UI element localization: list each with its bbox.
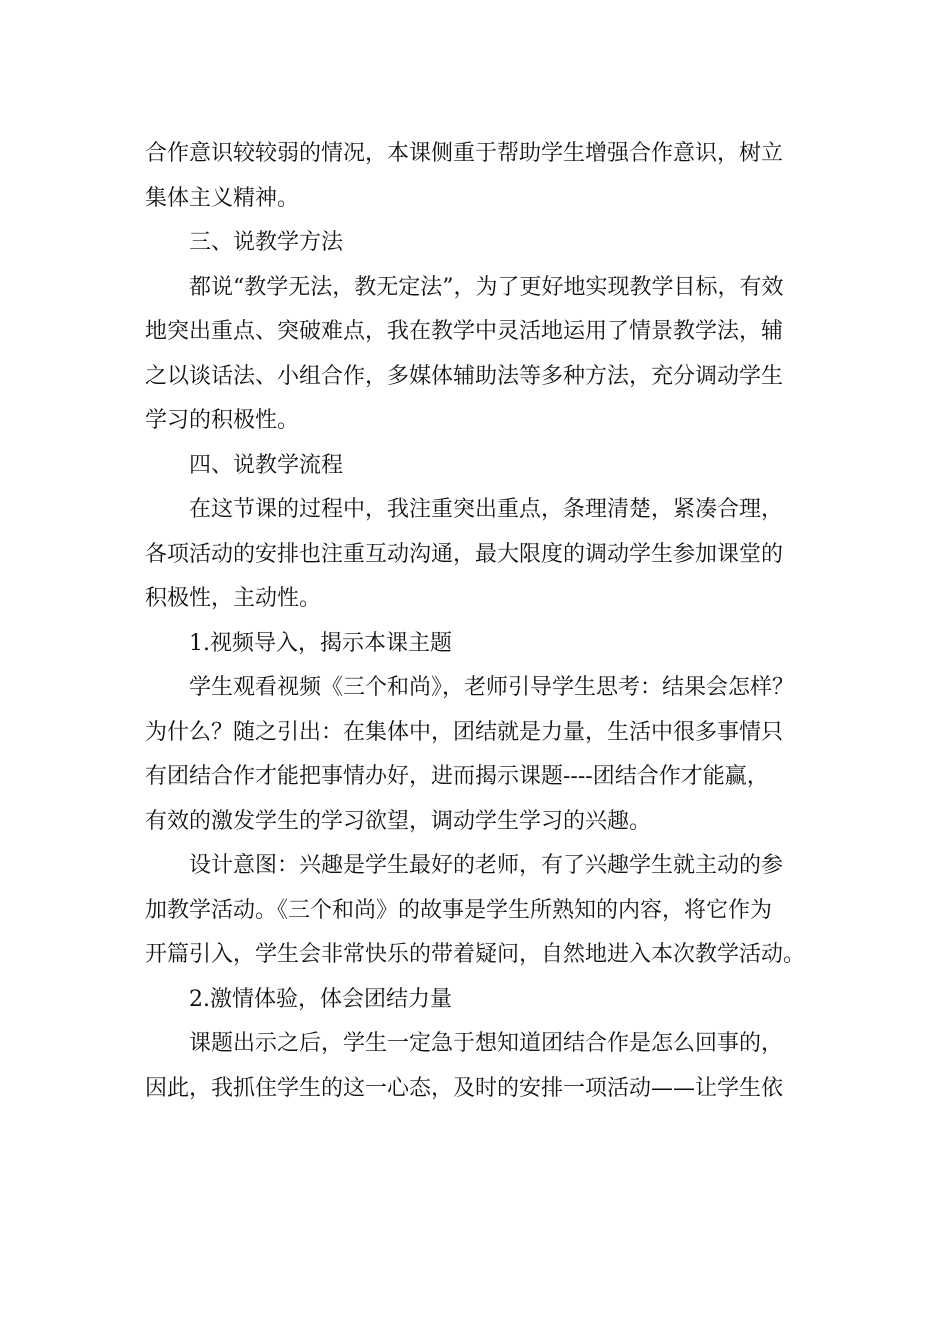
text-line: 加教学活动。《三个和尚》的故事是学生所熟知的内容，将它作为 [145,897,773,923]
text-line: 集体主义精神。 [145,185,300,211]
text-line: 都说“教学无法，教无定法”，为了更好地实现教学目标，有效 [189,274,784,300]
section-heading: 四、说教学流程 [189,452,344,478]
text-line: 在这节课的过程中，我注重突出重点，条理清楚，紧凑合理， [189,497,784,522]
text-line: 有效的激发学生的学习欲望，调动学生学习的兴趣。 [145,808,652,834]
text-line: 课题出示之后，学生一定急于想知道团结合作是怎么回事的， [189,1031,784,1056]
body-text [145,132,825,1111]
text-line: 合作意识较较弱的情况，本课侧重于帮助学生增强合作意识，树立 [145,141,784,166]
subsection-heading: 2.激情体验，体会团结力量 [189,986,452,1012]
text-line: 之以谈话法、小组合作，多媒体辅助法等多种方法，充分调动学生 [145,363,784,389]
section-heading: 三、说教学方法 [189,230,344,255]
text-line: 积极性，主动性。 [145,586,322,611]
text-line: 各项活动的安排也注重互动沟通，最大限度的调动学生参加课堂的 [145,541,784,567]
text-line: 地突出重点、突破难点，我在教学中灵活地运用了情景教学法，辅 [145,319,784,344]
subsection-heading: 1.视频导入，揭示本课主题 [189,630,452,656]
text-line: 因此，我抓住学生的这一心态，及时的安排一项活动——让学生依 [145,1075,784,1101]
text-line: 开篇引入，学生会非常快乐的带着疑问，自然地进入本次教学活动。 [145,942,806,967]
text-line: 设计意图：兴趣是学生最好的老师，有了兴趣学生就主动的参 [189,853,784,878]
text-line: 学生观看视频《三个和尚》，老师引导学生思考：结果会怎样？ [189,675,795,700]
text-line: 有团结合作才能把事情办好，进而揭示课题----团结合作才能赢， [145,764,769,789]
text-line: 为什么？随之引出：在集体中，团结就是力量，生活中很多事情只 [145,719,784,745]
text-line: 学习的积极性。 [145,408,300,433]
